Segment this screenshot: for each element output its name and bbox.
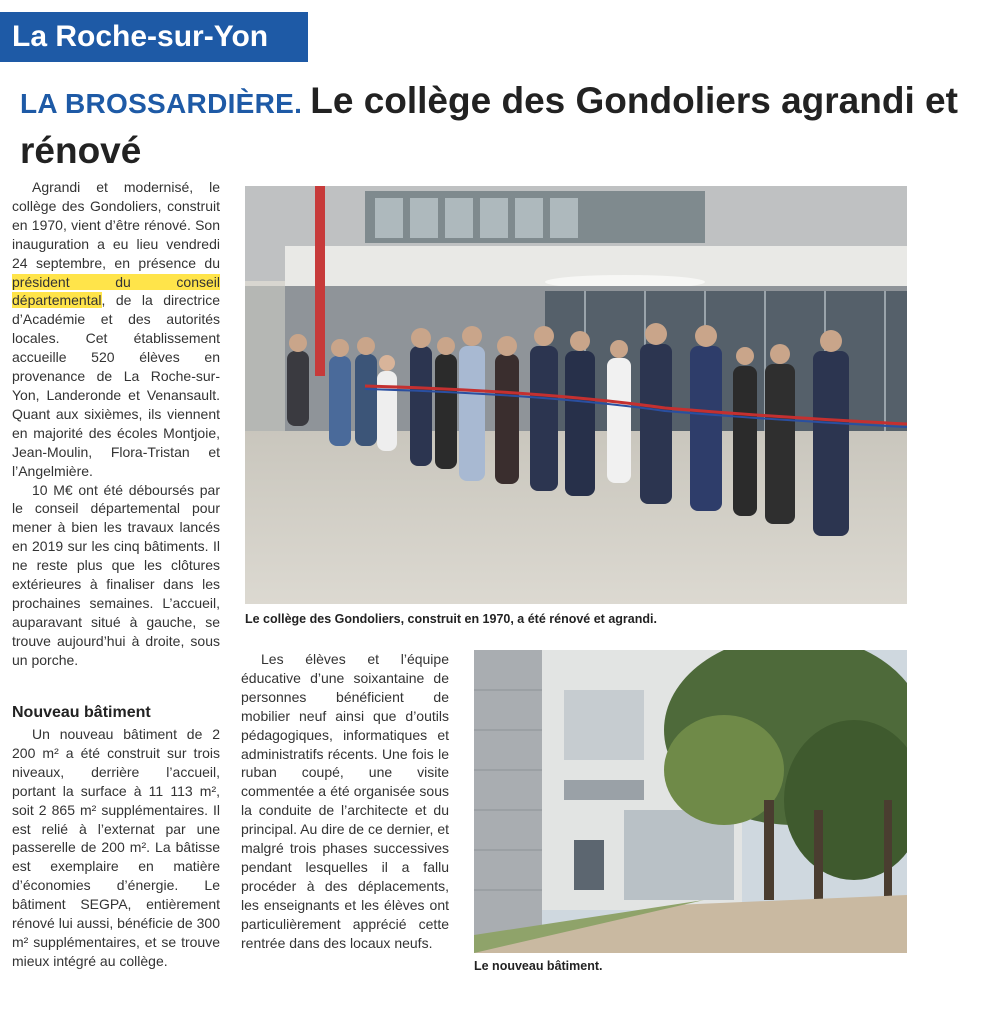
paragraph-3: Un nouveau bâtiment de 2 200 m² a été construit sur trois niveaux, derrière l’accueil, portant la surface à 11 113 m², soit 2 865 m² supplémentaires. Il est relié à l’externat par une passerelle de 200 m². La bâtisse est exemplaire en matière d’économies d’énergie. Le bâtiment SEGPA, entièrement rénové lui aussi, bénéficie de 300 m² supplémentaires, et se trouve mieux intégré au collège. xyxy=(12,726,220,969)
ceremony-photo-illustration xyxy=(245,186,907,604)
headline xyxy=(20,80,980,180)
article-column-2 xyxy=(241,650,449,953)
subheading: Nouveau bâtiment xyxy=(12,704,151,721)
paragraph-4: Les élèves et l’équipe éducative d’une soixantaine de personnes bénéficient de mobilier neuf ainsi que d’outils pédagogiques, informatiques et administratifs récents. Une fois le ruban coupé, une visite commentée a été organisée sous la conduite de l’architecte et du principal. Au dire de ce dernier, et malgré trois phases successives pendant lesquelles il a fallu procéder à des déplacements, les enseignants et les élèves ont particulièrement apprécié cette rentrée dans des locaux neufs. xyxy=(241,651,449,951)
article-column-1 xyxy=(12,178,220,670)
article-column-1b xyxy=(12,725,220,971)
section-banner xyxy=(0,12,308,62)
photo-caption-1: Le collège des Gondoliers, construit en 1970, a été rénové et agrandi. xyxy=(245,612,657,626)
new-building-photo-illustration xyxy=(474,650,907,953)
paragraph-1: Agrandi et modernisé, le collège des Gondoliers, construit en 1970, vient d’être rénové. Son inauguration a eu lieu vendredi 24 septembre, en présence du président du conseil départemental, de la directrice d’Académie et des autorités locales. Cet établissement accueille 520 élèves en provenance de La Roche-sur-Yon, Landeronde et Venansault. Quant aux sixièmes, ils viennent en majorité des écoles Montjoie, Jean-Moulin, Flora-Tristan et l’Angelmière. xyxy=(12,179,220,479)
highlighted-text: président du conseil départemental xyxy=(12,273,220,309)
section-title: La Roche-sur-Yon xyxy=(12,20,269,53)
headline-title: Le collège des Gondoliers agrandi et rénové xyxy=(20,80,958,171)
headline-kicker: LA BROSSARDIÈRE. xyxy=(20,88,303,119)
ceremony-photo xyxy=(245,186,907,604)
new-building-photo xyxy=(474,650,907,953)
photo-caption-2: Le nouveau bâtiment. xyxy=(474,959,603,973)
paragraph-2: 10 M€ ont été déboursés par le conseil départemental pour mener à bien les travaux lancés en 2019 sur les cinq bâtiments. Il ne reste plus que les clôtures extérieures à finaliser dans les prochaines semaines. L’accueil, auparavant situé à gauche, se trouve aujourd’hui à droite, sous un porche. xyxy=(12,481,220,668)
